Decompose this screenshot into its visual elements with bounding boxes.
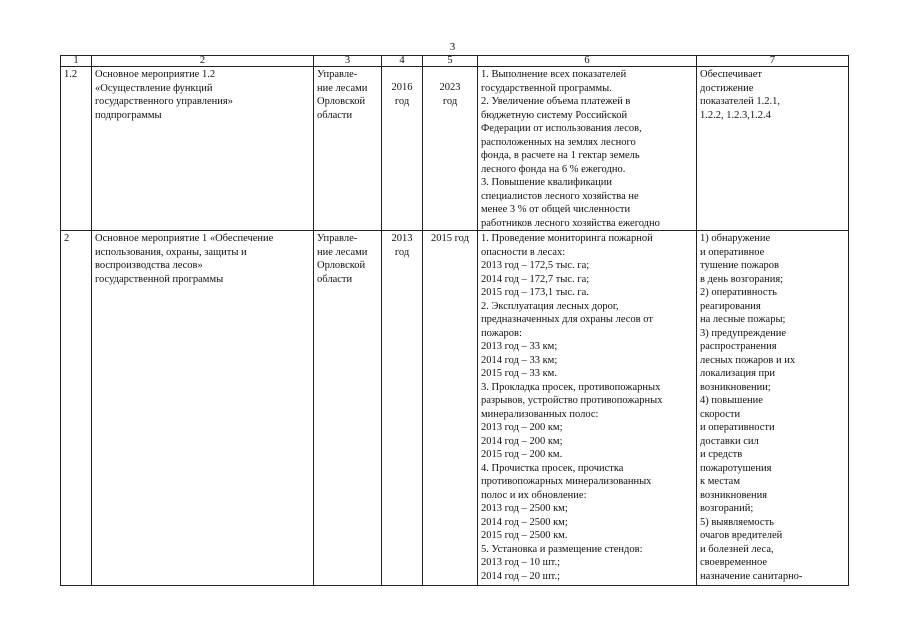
relation-line: лесных пожаров и их <box>700 354 796 366</box>
relation-line: к местам <box>700 476 740 487</box>
start-year-cell <box>382 67 423 231</box>
executor-line: ние лесами <box>317 82 368 94</box>
relation-line: достижение <box>700 82 754 94</box>
relation-line: 5) выявляемость <box>700 516 774 528</box>
result-line: 2013 год – 33 км; <box>481 341 558 352</box>
result-line: расположенных на землях лесного <box>481 136 636 148</box>
result-line: 2013 год – 2500 км; <box>481 503 568 514</box>
relation-line: 2) оперативность <box>700 287 777 298</box>
relation-line: тушение пожаров <box>700 260 779 271</box>
relation-line: очагов вредителей <box>700 530 783 541</box>
result-line: 2013 год – 200 км; <box>481 422 563 433</box>
column-number-row <box>61 56 849 67</box>
result-line: 1. Проведение мониторинга пожарной <box>481 233 653 244</box>
result-line: полос и их обновление: <box>481 489 587 501</box>
row-number <box>61 231 92 586</box>
start-year-cell <box>382 231 423 586</box>
start-year: 2016 <box>391 82 413 93</box>
measure-name-line: Основное мероприятие 1 «Обеспечение <box>95 233 274 244</box>
result-line: Федерации от использования лесов, <box>481 123 642 134</box>
end-year-cell <box>423 231 478 586</box>
relation-line: на лесные пожары; <box>700 314 786 325</box>
column-number-5: 5 <box>423 56 478 67</box>
relation-line: и оперативности <box>700 422 775 433</box>
relation-line: возникновения <box>700 489 768 501</box>
result-line: 2015 год – 33 км. <box>481 368 557 379</box>
relation-line: 1) обнаружение <box>700 233 771 244</box>
executor-line: Управле- <box>317 233 358 244</box>
result-line: 2015 год – 200 км. <box>481 449 563 460</box>
start-year-unit: год <box>394 246 410 258</box>
row-number-text: 1.2 <box>64 69 78 80</box>
column-number-2: 2 <box>92 56 314 67</box>
result-line: государственной программы. <box>481 82 612 94</box>
measure-name-line: воспроизводства лесов» <box>95 260 203 271</box>
executor-line: ние лесами <box>317 246 368 258</box>
result-line: 2013 год – 172,5 тыс. га; <box>481 260 590 271</box>
result-line: 5. Установка и размещение стендов: <box>481 543 643 555</box>
relation-line: показателей 1.2.1, <box>700 96 781 107</box>
result-line: пожаров: <box>481 327 522 339</box>
result-line: минерализованных полос: <box>481 408 599 420</box>
result-line: разрывов, устройство противопожарных <box>481 395 663 406</box>
executor-line: области <box>317 109 353 121</box>
result-line: 2014 год – 20 шт.; <box>481 570 561 582</box>
executor-cell <box>314 231 382 586</box>
measure-name-line: подпрограммы <box>95 109 162 121</box>
results-cell <box>478 231 697 586</box>
result-line: 2014 год – 2500 км; <box>481 516 568 528</box>
column-number-7: 7 <box>697 56 849 67</box>
end-year: 2015 год <box>431 233 469 244</box>
result-line: специалистов лесного хозяйства не <box>481 190 639 202</box>
relation-line: назначение санитарно- <box>700 570 803 582</box>
result-line: 1. Выполнение всех показателей <box>481 69 627 80</box>
result-line: 3. Прокладка просек, противопожарных <box>481 381 661 393</box>
relation-line: возникновении; <box>700 381 771 393</box>
relation-line: 3) предупреждение <box>700 327 787 339</box>
row-number-text: 2 <box>64 233 70 244</box>
result-line: 2014 год – 33 км; <box>481 354 558 366</box>
executor-cell <box>314 67 382 231</box>
column-number-1: 1 <box>61 56 92 67</box>
result-line: 2. Эксплуатация лесных дорог, <box>481 300 619 312</box>
result-line: опасности в лесах: <box>481 246 566 258</box>
relation-line: и оперативное <box>700 246 765 258</box>
result-line: бюджетную систему Российской <box>481 109 628 121</box>
result-line: 2. Увеличение объема платежей в <box>481 96 631 107</box>
result-line: противопожарных минерализованных <box>481 476 652 487</box>
measure-name-line: использования, охраны, защиты и <box>95 246 247 258</box>
relation-line: скорости <box>700 408 741 420</box>
relation-line: 4) повышение <box>700 395 763 406</box>
relation-cell <box>697 67 849 231</box>
result-line: 2013 год – 10 шт.; <box>481 557 561 568</box>
relation-line: реагирования <box>700 300 761 312</box>
result-line: 2015 год – 173,1 тыс. га. <box>481 287 589 298</box>
result-line: менее 3 % от общей численности <box>481 204 631 215</box>
relation-line: возгораний; <box>700 503 754 514</box>
relation-line: Обеспечивает <box>700 69 763 80</box>
result-line: фонда, в расчете на 1 гектар земель <box>481 150 640 161</box>
measure-name-line: «Осуществление функций <box>95 82 213 94</box>
relation-line: в день возгорания; <box>700 273 784 285</box>
relation-line: и болезней леса, <box>700 543 774 555</box>
relation-line: 1.2.2, 1.2.3,1.2.4 <box>700 109 771 121</box>
relation-line: пожаротушения <box>700 462 772 474</box>
start-year-unit: год <box>394 95 410 107</box>
end-year: 2023 <box>439 82 461 93</box>
start-year: 2013 <box>391 233 413 244</box>
end-year-cell <box>423 67 478 231</box>
page-number: 3 <box>449 41 456 53</box>
results-cell <box>478 67 697 231</box>
executor-line: Орловской <box>317 260 366 271</box>
column-number-6: 6 <box>478 56 697 67</box>
measure-name-cell <box>92 231 314 586</box>
result-line: 2014 год – 200 км; <box>481 435 563 447</box>
relation-line: доставки сил <box>700 435 759 447</box>
result-line: 2015 год – 2500 км. <box>481 530 568 541</box>
relation-line: локализация при <box>700 368 776 379</box>
result-line: лесного фонда на 6 % ежегодно. <box>481 163 626 175</box>
measure-name-cell <box>92 67 314 231</box>
measure-name-line: государственной программы <box>95 273 224 285</box>
executor-line: Управле- <box>317 69 358 80</box>
table-row <box>61 231 849 586</box>
measure-name-line: Основное мероприятие 1.2 <box>95 69 216 80</box>
measures-table <box>60 55 849 586</box>
result-line: 2014 год – 172,7 тыс. га; <box>481 273 590 285</box>
result-line: 4. Прочистка просек, прочистка <box>481 462 624 474</box>
column-number-3: 3 <box>314 56 382 67</box>
relation-line: распространения <box>700 341 777 352</box>
measure-name-line: государственного управления» <box>95 96 233 107</box>
relation-line: своевременное <box>700 557 768 568</box>
relation-cell <box>697 231 849 586</box>
column-number-4: 4 <box>382 56 423 67</box>
result-line: работников лесного хозяйства ежегодно <box>481 217 660 229</box>
result-line: предназначенных для охраны лесов от <box>481 314 653 325</box>
executor-line: Орловской <box>317 96 366 107</box>
table-row <box>61 67 849 231</box>
end-year-unit: год <box>442 95 458 107</box>
result-line: 3. Повышение квалификации <box>481 177 613 188</box>
relation-line: и средств <box>700 449 743 460</box>
row-number <box>61 67 92 231</box>
executor-line: области <box>317 273 353 285</box>
